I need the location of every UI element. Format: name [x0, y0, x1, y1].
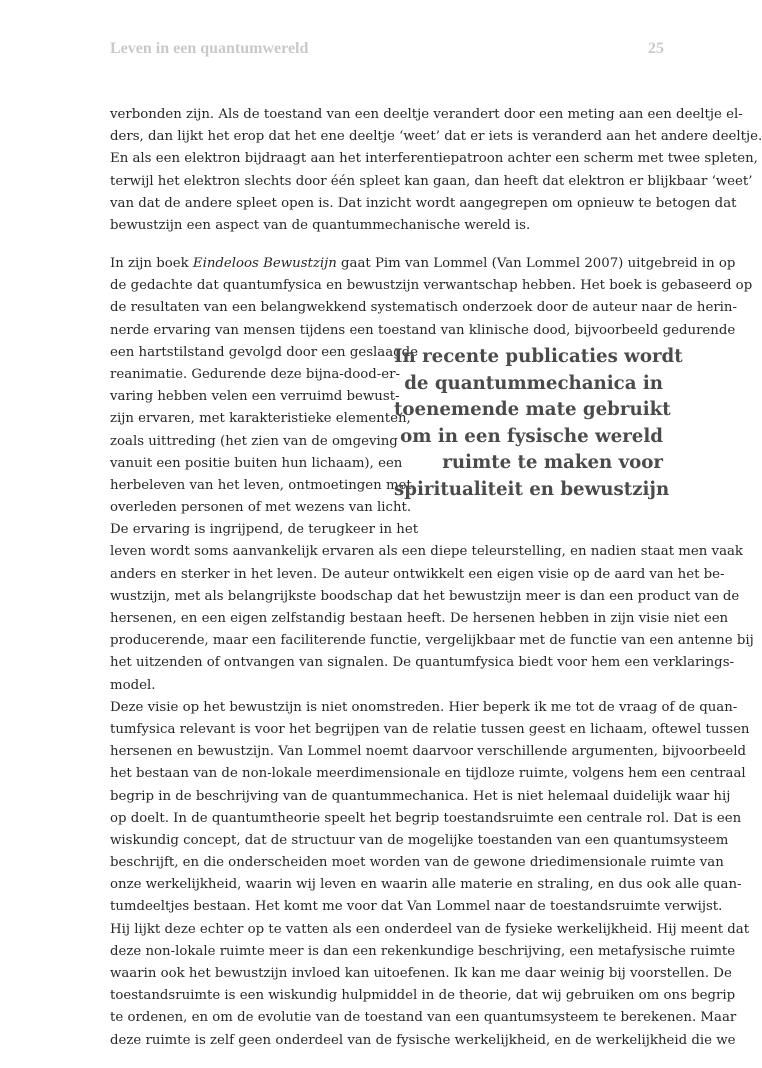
text-line: model. [110, 677, 156, 693]
text-line: de resultaten van een belangwekkend systematisch onderzoek door de auteur naar de herin- [110, 300, 737, 316]
text-line: hersenen, en een eigen zelfstandig bestaan heeft. De hersenen hebben in zijn visie niet een [110, 611, 729, 626]
text-line: deze ruimte is zelf geen onderdeel van de fysische werkelijkheid, en de werkelijkheid die we [110, 1032, 736, 1048]
text-line: tumfysica relevant is voor het begrijpen van de relatie tussen geest en lichaam, oftewel tussen [110, 721, 750, 737]
running-title: Leven in een quantumwereld [110, 40, 309, 57]
text-line: toestandsruimte is een wiskundig hulpmiddel in de theorie, dat wij gebruiken om ons begrip [110, 988, 736, 1004]
text-line: leven wordt soms aanvankelijk ervaren als een diepe teleurstelling, en nadien staat men vaak [110, 544, 743, 560]
pull-quote-line: toenemende mate gebruikt [394, 399, 671, 420]
text-line: het uitzenden of ontvangen van signalen. De quantumfysica biedt voor hem een verklarings- [110, 655, 735, 671]
text-line: deze non-lokale ruimte meer is dan een rekenkundige beschrijving, een metafysische ruimte [110, 943, 736, 959]
text-line: te ordenen, en om de evolutie van de toestand van een quantumsysteem te berekenen. Maar [110, 1010, 737, 1026]
wrapped-text-column [110, 342, 419, 542]
paragraph-1 [110, 104, 762, 237]
text-line: De ervaring is ingrijpend, de terugkeer in het [110, 522, 419, 538]
text-line: de gedachte dat quantumfysica en bewustzijn verwantschap hebben. Het boek is gebaseerd op [110, 278, 753, 294]
text-line: terwijl het elektron slechts door één spleet kan gaan, dan heeft dat elektron er blijkbaar ‘weet’ [110, 173, 753, 189]
text-fragment: In zijn boek [110, 256, 193, 271]
text-line: tumdeeltjes bestaan. Het komt me voor dat Van Lommel naar de toestandsruimte verwijst. [110, 899, 723, 915]
pull-quote-line: ruimte te maken voor [442, 452, 663, 473]
text-line: hersenen en bewustzijn. Van Lommel noemt daarvoor verschillende argumenten, bijvoorbeeld [110, 744, 746, 760]
text-line [110, 253, 736, 275]
text-line: nerde ervaring van mensen tijdens een toestand van klinische dood, bijvoorbeeld gedurende [110, 322, 736, 338]
running-header [110, 40, 664, 58]
pull-quote [394, 344, 683, 503]
text-line: op doelt. In de quantumtheorie speelt het begrip toestandsruimte een centrale rol. Dat is een [110, 810, 742, 826]
text-line: het bestaan van de non-lokale meerdimensionale en tijdloze ruimte, volgens hem een centraal [110, 766, 746, 782]
text-line: zijn ervaren, met karakteristieke elementen, [110, 411, 411, 427]
pull-quote-line: spiritualiteit en bewustzijn [394, 478, 670, 500]
text-line: Hij lijkt deze echter op te vatten als een onderdeel van de fysieke werkelijkheid. Hij meent dat [110, 921, 750, 937]
text-line: bewustzijn een aspect van de quantummechanische wereld is. [110, 217, 531, 233]
text-line: anders en sterker in het leven. De auteur ontwikkelt een eigen visie op de aard van het be- [110, 566, 725, 582]
text-line: vanuit een positie buiten hun lichaam), een [110, 455, 403, 471]
text-line: ders, dan lijkt het erop dat het ene deeltje ‘weet’ dat er iets is veranderd aan het andere deeltje. [110, 129, 762, 145]
text-line: begrip in de beschrijving van de quantummechanica. Het is niet helemaal duidelijk waar hij [110, 788, 731, 804]
pull-quote-line: de quantummechanica in [404, 372, 663, 394]
text-line: onze werkelijkheid, waarin wij leven en waarin alle materie en straling, en dus ook alle quan- [110, 877, 742, 893]
text-line: reanimatie. Gedurende deze bijna-dood-er- [110, 366, 400, 382]
text-line: varing hebben velen een verruimd bewust- [110, 389, 400, 405]
pull-quote-line: om in een fysische wereld [400, 425, 663, 447]
text-line: En als een elektron bijdraagt aan het interferentiepatroon achter een scherm met twee spleten, [110, 151, 758, 167]
book-title: Eindeloos Bewustzijn [192, 256, 337, 271]
text-line: een hartstilstand gevolgd door een geslaagde [110, 344, 419, 360]
pull-quote-line: In recente publicaties wordt [394, 346, 683, 367]
text-fragment: gaat Pim van Lommel (Van Lommel 2007) uitgebreid in op [336, 256, 736, 271]
text-line: overleden personen of met wezens van licht. [110, 500, 412, 516]
text-line: producerende, maar een faciliterende functie, vergelijkbaar met de functie van een antenne bij [110, 633, 754, 649]
text-line: waarin ook het bewustzijn invloed kan uitoefenen. Ik kan me daar weinig bij voorstellen. De [110, 966, 732, 981]
text-line: herbeleven van het leven, ontmoetingen met [110, 477, 412, 493]
page-number: 25 [648, 40, 664, 57]
text-line: wustzijn, met als belangrijkste boodschap dat het bewustzijn meer is dan een product van de [110, 588, 740, 604]
text-line: wiskundig concept, dat de structuur van de mogelijke toestanden van een quantumsysteem [110, 832, 729, 848]
text-line: verbonden zijn. Als de toestand van een deeltje verandert door een meting aan een deeltje el- [110, 107, 743, 122]
text-line: Deze visie op het bewustzijn is niet onomstreden. Hier beperk ik me tot de vraag of de quan- [110, 699, 738, 715]
text-line: zoals uittreding (het zien van de omgeving [110, 433, 398, 449]
text-line: van dat de andere spleet open is. Dat inzicht wordt aangegrepen om opnieuw te betogen dat [110, 195, 737, 211]
text-line: beschrijft, en die onderscheiden moet worden van de gewone driedimensionale ruimte van [110, 855, 724, 871]
